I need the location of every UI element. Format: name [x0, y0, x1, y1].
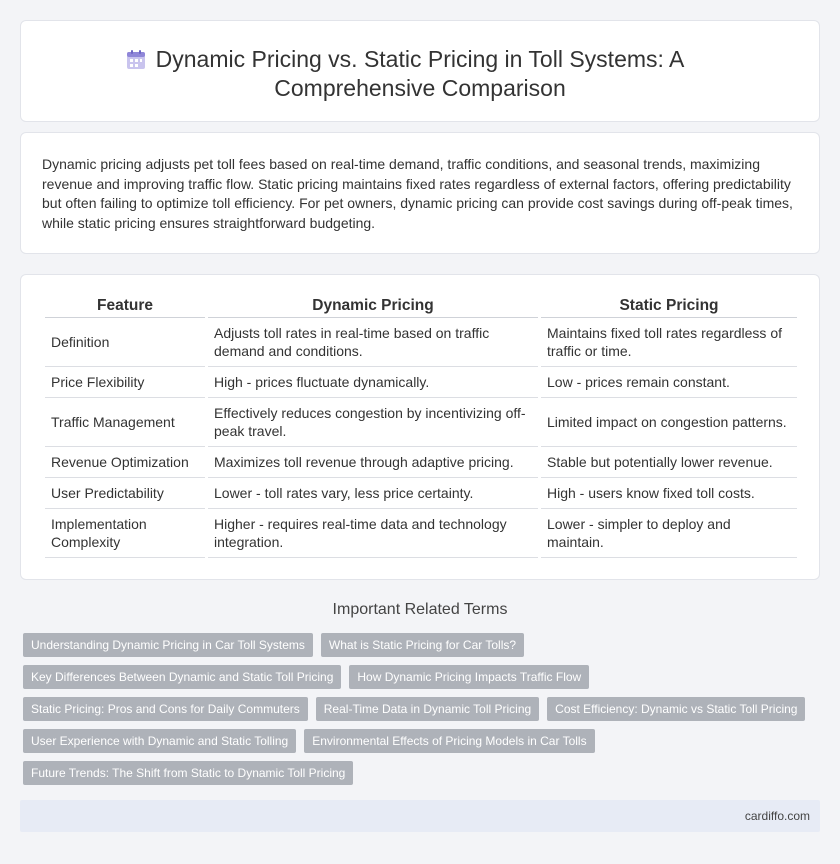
row-feature: Definition	[45, 318, 205, 367]
row-feature: Revenue Optimization	[45, 447, 205, 478]
table-row	[45, 318, 797, 367]
row-static: Maintains fixed toll rates regardless of traffic or time.	[541, 318, 797, 367]
related-term-tag[interactable]: How Dynamic Pricing Impacts Traffic Flow	[349, 665, 589, 689]
related-terms-list	[23, 633, 823, 793]
footer-site-link[interactable]: cardiffo.com	[744, 809, 810, 823]
related-term-tag[interactable]: Understanding Dynamic Pricing in Car Toll Systems	[23, 633, 313, 657]
row-static: Lower - simpler to deploy and maintain.	[541, 509, 797, 558]
related-term-tag[interactable]: Future Trends: The Shift from Static to Dynamic Toll Pricing	[23, 761, 353, 785]
related-term-tag[interactable]: What is Static Pricing for Car Tolls?	[321, 633, 524, 657]
comparison-table	[42, 294, 800, 558]
related-terms-title: Important Related Terms	[332, 601, 508, 618]
table-row	[45, 447, 797, 478]
row-dynamic: High - prices fluctuate dynamically.	[208, 367, 538, 398]
footer	[20, 800, 820, 832]
comparison-card	[20, 274, 820, 580]
row-static: Low - prices remain constant.	[541, 367, 797, 398]
header-feature: Feature	[45, 294, 205, 318]
related-term-tag[interactable]: Static Pricing: Pros and Cons for Daily Commuters	[23, 697, 308, 721]
table-row	[45, 398, 797, 447]
row-feature: Price Flexibility	[45, 367, 205, 398]
title-card	[20, 20, 820, 122]
row-dynamic: Effectively reduces congestion by incentivizing off-peak travel.	[208, 398, 538, 447]
table-row	[45, 509, 797, 558]
row-feature: Implementation Complexity	[45, 509, 205, 558]
page-title: Dynamic Pricing vs. Static Pricing in Toll Systems: A Comprehensive Comparison	[155, 46, 685, 101]
row-feature: Traffic Management	[45, 398, 205, 447]
table-header-row	[45, 294, 797, 318]
row-static: Limited impact on congestion patterns.	[541, 398, 797, 447]
row-dynamic: Lower - toll rates vary, less price certainty.	[208, 478, 538, 509]
header-dynamic-pricing: Dynamic Pricing	[208, 294, 538, 318]
related-term-tag[interactable]: User Experience with Dynamic and Static Tolling	[23, 729, 296, 753]
related-term-tag[interactable]: Cost Efficiency: Dynamic vs Static Toll Pricing	[547, 697, 805, 721]
header-static-pricing: Static Pricing	[541, 294, 797, 318]
tag-row	[23, 697, 823, 721]
row-dynamic: Higher - requires real-time data and technology integration.	[208, 509, 538, 558]
tag-row	[23, 729, 823, 753]
tag-row	[23, 665, 823, 689]
row-feature: User Predictability	[45, 478, 205, 509]
table-row	[45, 478, 797, 509]
intro-card	[20, 132, 820, 254]
tag-row	[23, 633, 823, 657]
related-term-tag[interactable]: Environmental Effects of Pricing Models in Car Tolls	[304, 729, 594, 753]
tag-row	[23, 761, 823, 785]
row-static: Stable but potentially lower revenue.	[541, 447, 797, 478]
related-term-tag[interactable]: Key Differences Between Dynamic and Static Toll Pricing	[23, 665, 341, 689]
table-row	[45, 367, 797, 398]
related-term-tag[interactable]: Real-Time Data in Dynamic Toll Pricing	[316, 697, 539, 721]
row-dynamic: Adjusts toll rates in real-time based on traffic demand and conditions.	[208, 318, 538, 367]
row-dynamic: Maximizes toll revenue through adaptive pricing.	[208, 447, 538, 478]
intro-paragraph: Dynamic pricing adjusts pet toll fees based on real-time demand, traffic conditions, and seasonal trends, maximizing revenue and improving traffic flow. Static pricing maintains fixed rates regardless of external factors, offering predictability but often failing to optimize toll efficiency. For pet owners, dynamic pricing can provide cost savings during off-peak times, while static pricing ensures straightforward budgeting.	[42, 156, 793, 231]
row-static: High - users know fixed toll costs.	[541, 478, 797, 509]
